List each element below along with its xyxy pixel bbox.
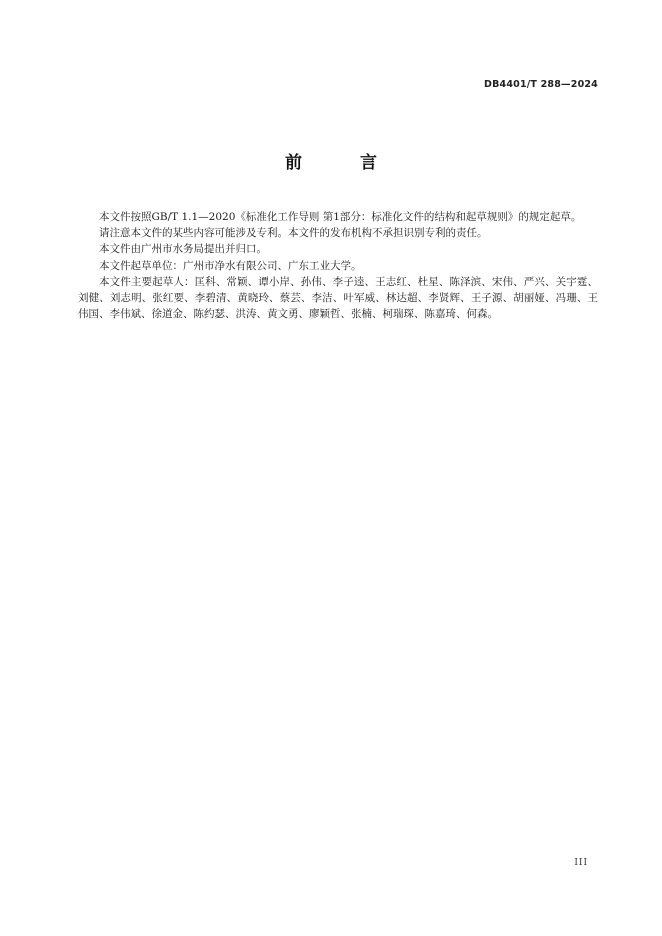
foreword-body bbox=[78, 209, 598, 322]
paragraph-drafters: 本文件主要起草人：匡科、常颖、谭小岸、孙伟、李子逵、王志红、杜星、陈泽滨、宋伟、严兴、关宇霆、刘健、刘志明、张红要、李碧清、黄晓玲、蔡芸、李洁、叶军威、林达超、李贤辉、王子源、胡丽娅、冯珊、王伟国、李伟斌、徐道金、陈约瑟、洪涛、黄文勇、廖颖哲、张楠、柯瑞琛、陈嘉琦、何森。 bbox=[78, 275, 598, 321]
page-number: III bbox=[574, 858, 588, 868]
paragraph-drafting-rules: 本文件按照GB/T 1.1—2020《标准化工作导则 第1部分：标准化文件的结构和起草规则》的规定起草。 bbox=[99, 211, 582, 223]
paragraph-drafting-units: 本文件起草单位：广州市净水有限公司、广东工业大学。 bbox=[99, 259, 362, 272]
paragraph-proposer: 本文件由广州市水务局提出并归口。 bbox=[99, 243, 267, 256]
paragraph-patent-notice: 请注意本文件的某些内容可能涉及专利。本文件的发布机构不承担识别专利的责任。 bbox=[99, 227, 488, 240]
page-title: 前 言 bbox=[285, 153, 403, 173]
document-code: DB4401/T 288—2024 bbox=[484, 79, 598, 90]
